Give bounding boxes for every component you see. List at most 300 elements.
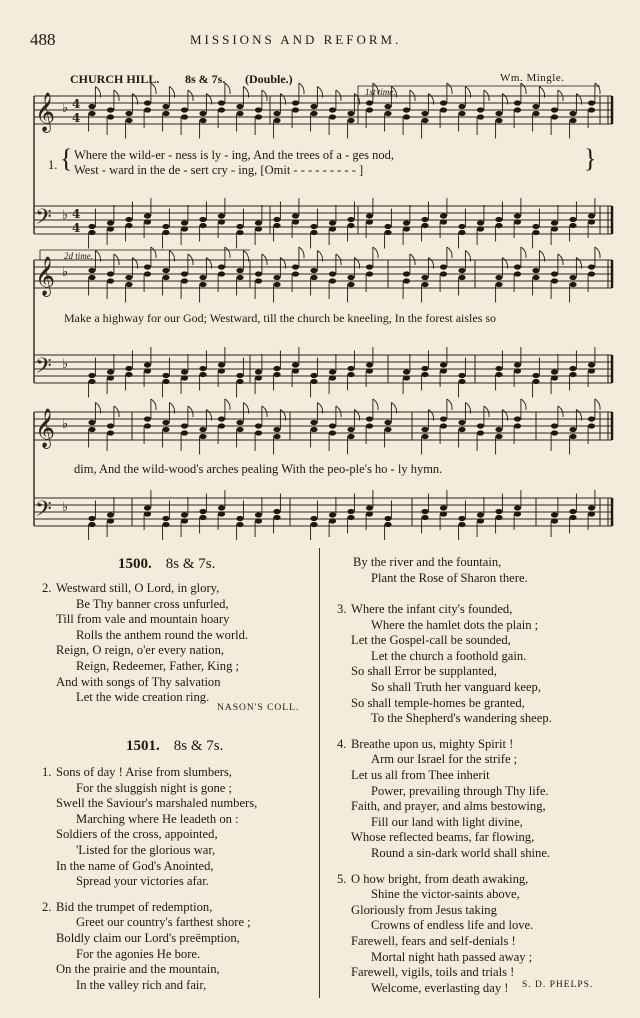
note-head [88, 427, 95, 432]
flat-sign: ♭ [62, 357, 69, 372]
note-head [495, 275, 502, 280]
note-flag [410, 90, 415, 101]
note-head [255, 512, 262, 517]
note-head [421, 118, 428, 123]
note-head [347, 515, 354, 520]
note-head [551, 271, 558, 276]
note-head [181, 369, 188, 374]
note-head [273, 515, 280, 520]
note-head [162, 379, 169, 384]
note-head [421, 366, 428, 371]
note-head [181, 278, 188, 283]
note-head [255, 220, 262, 225]
note-head [495, 509, 502, 514]
verse-line: Swell the Saviour's marshaled numbers, [56, 796, 258, 811]
stanza-number: 2. [42, 899, 52, 914]
verse-line: For the sluggish night is gone ; [76, 780, 233, 795]
note-head [347, 282, 354, 287]
note-head [236, 104, 243, 109]
note-head [329, 278, 336, 283]
note-head [569, 372, 576, 377]
note-flag [484, 406, 489, 417]
verse-line: Where the hamlet dots the plain ; [371, 617, 539, 632]
note-head [514, 219, 521, 224]
note-flag [151, 83, 156, 94]
note-head [218, 100, 225, 105]
verse-line: Westward still, O Lord, in glory, [56, 581, 220, 595]
verse-line: Round a sin-dark world shall shine. [371, 846, 551, 860]
note-head [569, 275, 576, 280]
note-head [347, 427, 354, 432]
time-signature: 4 [72, 111, 81, 125]
verse-line: Faith, and prayer, and alms bestowing, [351, 799, 546, 814]
note-head [144, 271, 151, 276]
hymn-1501-source: S. D. PHELPS. [522, 980, 594, 990]
note-flag [373, 247, 378, 258]
note-head [458, 111, 465, 116]
note-head [236, 373, 243, 378]
note-head [218, 362, 225, 367]
note-head [310, 111, 317, 116]
note-head [107, 369, 114, 374]
note-flag [151, 399, 156, 410]
note-head [532, 104, 539, 109]
verse-line: Bid the trumpet of redemption, [56, 899, 213, 914]
note-head [218, 213, 225, 218]
bass-clef: 𝄢 [35, 497, 52, 527]
note-head [236, 230, 243, 235]
note-head [551, 423, 558, 428]
note-head [495, 427, 502, 432]
note-head [495, 118, 502, 123]
note-head [88, 230, 95, 235]
note-head [88, 104, 95, 109]
note-flag [262, 406, 267, 417]
verse-line: Welcome, everlasting day ! [371, 980, 509, 995]
note-head [551, 220, 558, 225]
note-head [310, 275, 317, 280]
note-head [255, 278, 262, 283]
note-head [273, 223, 280, 228]
note-head [199, 111, 206, 116]
note-head [107, 518, 114, 523]
note-head [421, 282, 428, 287]
note-head [162, 373, 169, 378]
verse-line: Greet our country's farthest shore ; [76, 915, 251, 930]
note-head [421, 515, 428, 520]
note-head [218, 264, 225, 269]
note-head [144, 264, 151, 269]
note-head [255, 518, 262, 523]
note-head [199, 217, 206, 222]
note-flag [558, 254, 563, 265]
note-head [292, 213, 299, 218]
flat-sign: ♭ [62, 265, 69, 280]
note-head [199, 515, 206, 520]
note-head [384, 224, 391, 229]
note-flag [299, 247, 304, 258]
note-head [329, 114, 336, 119]
note-head [532, 268, 539, 273]
hymn-meter: 8s & 7s. [165, 556, 216, 572]
verse-line: Farewell, fears and self-denials ! [351, 934, 516, 948]
note-head [495, 282, 502, 287]
note-head [588, 423, 595, 428]
note-head [366, 100, 373, 105]
note-head [569, 111, 576, 116]
note-head [514, 368, 521, 373]
verse-line: Sons of day ! Arise from slumbers, [56, 765, 232, 779]
note-head [273, 372, 280, 377]
note-head [125, 118, 132, 123]
note-head [88, 224, 95, 229]
note-head [532, 373, 539, 378]
stanza-number: 3. [337, 602, 347, 616]
note-head [366, 107, 373, 112]
note-head [440, 107, 447, 112]
note-head [144, 219, 151, 224]
note-flag [447, 247, 452, 258]
note-head [181, 430, 188, 435]
note-head [107, 114, 114, 119]
note-head [88, 373, 95, 378]
note-head [514, 100, 521, 105]
note-head [310, 427, 317, 432]
note-head [236, 522, 243, 527]
hymn-1501-heading [126, 737, 223, 755]
note-head [236, 516, 243, 521]
note-head [236, 111, 243, 116]
note-head [181, 107, 188, 112]
page-number: 488 [30, 30, 56, 49]
note-head [218, 511, 225, 516]
note-head [495, 111, 502, 116]
verse-line: Where the infant city's founded, [351, 602, 513, 616]
note-head [495, 223, 502, 228]
column-divider [319, 548, 320, 998]
note-head [477, 518, 484, 523]
note-head [218, 416, 225, 421]
note-head [199, 372, 206, 377]
note-head [384, 230, 391, 235]
note-head [255, 114, 262, 119]
note-head [403, 375, 410, 380]
note-head [458, 522, 465, 527]
note-head [440, 271, 447, 276]
note-head [218, 219, 225, 224]
note-head [532, 230, 539, 235]
note-flag [114, 90, 119, 101]
note-flag [558, 406, 563, 417]
note-head [569, 434, 576, 439]
note-flag [188, 406, 193, 417]
note-head [421, 509, 428, 514]
note-head [199, 118, 206, 123]
note-head [292, 100, 299, 105]
note-flag [336, 406, 341, 417]
note-head [366, 219, 373, 224]
note-head [292, 368, 299, 373]
note-head [310, 268, 317, 273]
note-head [588, 368, 595, 373]
note-head [440, 219, 447, 224]
note-head [236, 268, 243, 273]
note-head [107, 107, 114, 112]
note-head [458, 379, 465, 384]
note-head [347, 111, 354, 116]
note-head [551, 430, 558, 435]
note-head [551, 278, 558, 283]
note-head [532, 111, 539, 116]
verse-line: In the valley rich and fair, [76, 977, 207, 992]
note-head [477, 226, 484, 231]
tune-name: CHURCH HILL. [70, 72, 160, 86]
note-head [107, 278, 114, 283]
note-head [514, 505, 521, 510]
verse-line: Be Thy banner cross unfurled, [76, 596, 229, 611]
note-head [569, 509, 576, 514]
note-head [125, 217, 132, 222]
music-verse-number: 1. [48, 158, 58, 172]
note-head [273, 217, 280, 222]
note-head [144, 423, 151, 428]
note-head [532, 275, 539, 280]
verse-line: Plant the Rose of Sharon there. [371, 570, 528, 585]
note-head [310, 516, 317, 521]
note-head [440, 213, 447, 218]
note-head [458, 268, 465, 273]
note-head [255, 107, 262, 112]
note-head [310, 522, 317, 527]
note-head [421, 427, 428, 432]
note-head [255, 430, 262, 435]
note-head [107, 423, 114, 428]
note-head [125, 275, 132, 280]
note-head [384, 516, 391, 521]
note-head [366, 416, 373, 421]
note-head [347, 118, 354, 123]
note-head [551, 518, 558, 523]
note-head [477, 512, 484, 517]
note-head [144, 362, 151, 367]
note-head [218, 271, 225, 276]
note-head [144, 107, 151, 112]
verse-line: Let the church a foothold gain. [371, 648, 527, 663]
note-head [292, 107, 299, 112]
note-head [440, 100, 447, 105]
hymn-number: 1500. [118, 556, 152, 572]
note-head [329, 369, 336, 374]
note-head [162, 104, 169, 109]
note-flag [151, 247, 156, 258]
note-head [273, 118, 280, 123]
note-head [551, 369, 558, 374]
note-head [107, 226, 114, 231]
note-head [403, 226, 410, 231]
note-head [144, 213, 151, 218]
note-head [144, 505, 151, 510]
lyric-row1-line2: West - ward in the de - sert cry - ing, [Omit - - - - - - - - - ] [74, 163, 364, 177]
hymn-1500-source: NASON'S COLL. [217, 703, 300, 713]
note-head [255, 369, 262, 374]
note-head [366, 271, 373, 276]
note-head [181, 114, 188, 119]
note-head [310, 420, 317, 425]
note-flag [225, 83, 230, 94]
note-head [440, 362, 447, 367]
verse-line: Soldiers of the cross, appointed, [56, 827, 218, 842]
note-head [384, 420, 391, 425]
note-head [421, 275, 428, 280]
note-head [477, 220, 484, 225]
note-head [107, 430, 114, 435]
note-head [588, 505, 595, 510]
note-head [199, 434, 206, 439]
note-head [514, 362, 521, 367]
verse-line: Crowns of endless life and love. [371, 918, 534, 933]
note-flag [410, 254, 415, 265]
note-head [421, 372, 428, 377]
note-head [366, 362, 373, 367]
note-head [551, 226, 558, 231]
note-head [347, 275, 354, 280]
note-head [384, 111, 391, 116]
verse-line: On the prairie and the mountain, [56, 962, 220, 977]
note-head [588, 271, 595, 276]
note-head [440, 368, 447, 373]
note-head [458, 420, 465, 425]
note-head [162, 230, 169, 235]
note-flag [225, 247, 230, 258]
note-flag [484, 90, 489, 101]
note-head [440, 423, 447, 428]
verse-line: O how bright, from death awaking, [351, 871, 529, 886]
note-head [440, 264, 447, 269]
note-flag [114, 254, 119, 265]
note-head [255, 226, 262, 231]
note-head [495, 366, 502, 371]
note-flag [595, 83, 600, 94]
note-head [477, 430, 484, 435]
note-head [347, 366, 354, 371]
note-head [329, 375, 336, 380]
note-flag [595, 399, 600, 410]
note-head [181, 271, 188, 276]
note-head [440, 505, 447, 510]
stanza-number: 4. [337, 736, 347, 751]
verse-line: Gloriously from Jesus taking [351, 902, 497, 917]
note-head [421, 111, 428, 116]
left-brace: { [60, 144, 73, 173]
note-head [255, 271, 262, 276]
note-head [236, 224, 243, 229]
verse-line: So shall Truth her vanguard keep, [371, 680, 541, 694]
verse-line: Arm our Israel for the strife ; [371, 752, 518, 767]
stanza-number: 5. [337, 871, 347, 886]
note-head [273, 111, 280, 116]
note-head [181, 512, 188, 517]
note-head [329, 107, 336, 112]
note-head [162, 420, 169, 425]
note-head [421, 434, 428, 439]
note-head [440, 511, 447, 516]
note-head [162, 224, 169, 229]
note-head [181, 518, 188, 523]
note-head [199, 366, 206, 371]
note-head [310, 104, 317, 109]
verse-line: Rolls the anthem round the world. [76, 627, 249, 642]
verse-line: Breathe upon us, mighty Spirit ! [351, 736, 514, 751]
note-head [310, 230, 317, 235]
verse-line: Reign, O reign, o'er every nation, [56, 643, 225, 658]
note-head [125, 223, 132, 228]
note-head [458, 230, 465, 235]
note-head [366, 505, 373, 510]
note-head [384, 427, 391, 432]
note-head [144, 368, 151, 373]
note-head [329, 430, 336, 435]
note-head [403, 220, 410, 225]
note-head [588, 219, 595, 224]
note-head [236, 379, 243, 384]
verse-line: Till from vale and mountain hoary [56, 612, 230, 627]
running-title: MISSIONS AND REFORM. [190, 32, 402, 47]
note-head [569, 118, 576, 123]
verse-line: To the Shepherd's wandering sheep. [371, 711, 552, 726]
note-flag [521, 83, 526, 94]
note-flag [447, 399, 452, 410]
note-head [310, 373, 317, 378]
verse-line: And with songs of Thy salvation [56, 674, 221, 689]
time-signature: 4 [72, 221, 81, 235]
note-head [329, 518, 336, 523]
note-head [569, 282, 576, 287]
note-head [569, 366, 576, 371]
note-head [532, 379, 539, 384]
note-head [347, 509, 354, 514]
note-head [514, 107, 521, 112]
note-head [125, 372, 132, 377]
note-head [181, 423, 188, 428]
note-head [329, 226, 336, 231]
note-head [495, 217, 502, 222]
tune-meter: 8s & 7s. [185, 72, 226, 86]
note-flag [521, 399, 526, 410]
note-head [107, 271, 114, 276]
composer-credit: Wm. Mingle. [500, 72, 565, 84]
verse-line: Let the Gospel-call be sounded, [351, 633, 511, 648]
note-head [532, 224, 539, 229]
note-head [514, 264, 521, 269]
note-head [88, 111, 95, 116]
note-flag [595, 247, 600, 258]
note-head [458, 516, 465, 521]
note-head [366, 423, 373, 428]
note-head [347, 434, 354, 439]
note-head [551, 114, 558, 119]
verse-line: So shall temple-homes be granted, [351, 695, 525, 710]
note-head [384, 104, 391, 109]
note-head [199, 427, 206, 432]
note-head [477, 423, 484, 428]
note-head [366, 368, 373, 373]
note-head [403, 107, 410, 112]
verse-line: Boldly claim our Lord's preëmption, [56, 931, 240, 945]
note-head [569, 223, 576, 228]
note-head [88, 379, 95, 384]
note-head [273, 434, 280, 439]
note-head [218, 107, 225, 112]
